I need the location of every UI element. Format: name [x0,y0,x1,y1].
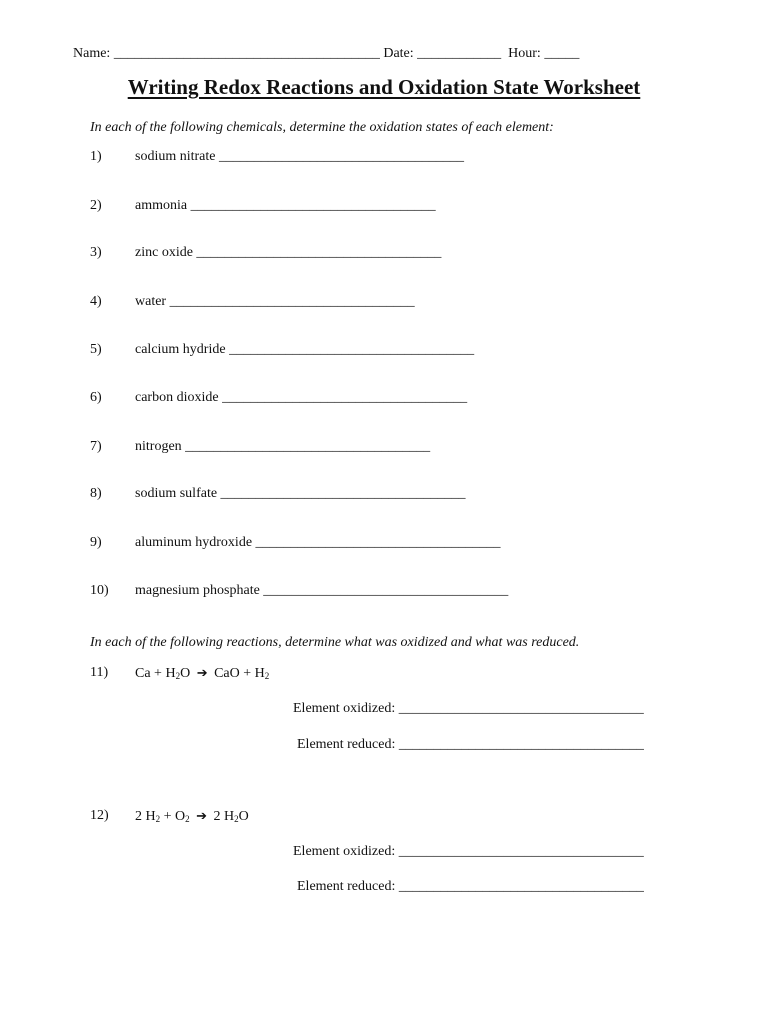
reduced-label: Element reduced: [297,879,396,894]
date-blank[interactable]: ____________ [417,46,502,61]
item-text[interactable]: magnesium phosphate ___________________________________ [135,583,509,598]
item-text[interactable]: zinc oxide ___________________________________ [135,245,442,260]
reduced-label: Element reduced: [297,737,396,752]
item-number: 4) [90,294,102,309]
reduced-row [297,737,644,753]
item-number: 5) [90,342,102,357]
name-blank[interactable]: ______________________________________ [113,46,380,61]
hour-label: Hour: [508,46,541,61]
item-number: 3) [90,245,102,260]
item-number: 8) [90,486,102,501]
part1-instruction: In each of the following chemicals, determine the oxidation states of each element: [90,120,554,135]
item-number: 6) [90,390,102,405]
reaction-equation: $Ca + H_2O$ ➔ CaO + $H_2$ [135,665,270,681]
reaction-number: 12) [90,808,109,823]
item-text[interactable]: carbon dioxide ___________________________________ [135,390,468,405]
hour-blank[interactable]: _____ [544,46,580,61]
item-text[interactable]: nitrogen ___________________________________ [135,439,431,454]
date-label: Date: [383,46,414,61]
oxidized-blank[interactable]: ___________________________________ [398,701,644,716]
item-text[interactable]: aluminum hydroxide ___________________________________ [135,535,501,550]
item-text[interactable]: sodium nitrate ___________________________________ [135,149,464,164]
item-number: 1) [90,149,102,164]
oxidized-blank[interactable]: ___________________________________ [398,844,644,859]
reduced-blank[interactable]: ___________________________________ [398,879,644,894]
item-number: 9) [90,535,102,550]
arrow-icon: ➔ [196,665,208,680]
oxidized-row [293,701,644,717]
reaction-equation: 2 $H_2 + O_2$ ➔ 2 $H_2O$ [135,808,249,824]
reduced-row [297,879,644,895]
item-number: 7) [90,439,102,454]
name-label: Name: [73,46,111,61]
item-text[interactable]: sodium sulfate ___________________________________ [135,486,466,501]
item-text[interactable]: water ___________________________________ [135,294,415,309]
oxidized-label: Element oxidized: [293,701,396,716]
reaction-number: 11) [90,665,109,680]
oxidized-label: Element oxidized: [293,844,396,859]
part2-instruction: In each of the following reactions, determine what was oxidized and what was reduced. [90,635,580,650]
item-number: 10) [90,583,109,598]
page-title: Writing Redox Reactions and Oxidation State Worksheet [127,75,641,99]
item-text[interactable]: calcium hydride ___________________________________ [135,342,475,357]
reduced-blank[interactable]: ___________________________________ [398,737,644,752]
item-number: 2) [90,198,102,213]
arrow-icon: ➔ [196,808,208,823]
item-text[interactable]: ammonia ___________________________________ [135,198,436,213]
oxidized-row [293,844,644,860]
header-line [73,46,579,62]
